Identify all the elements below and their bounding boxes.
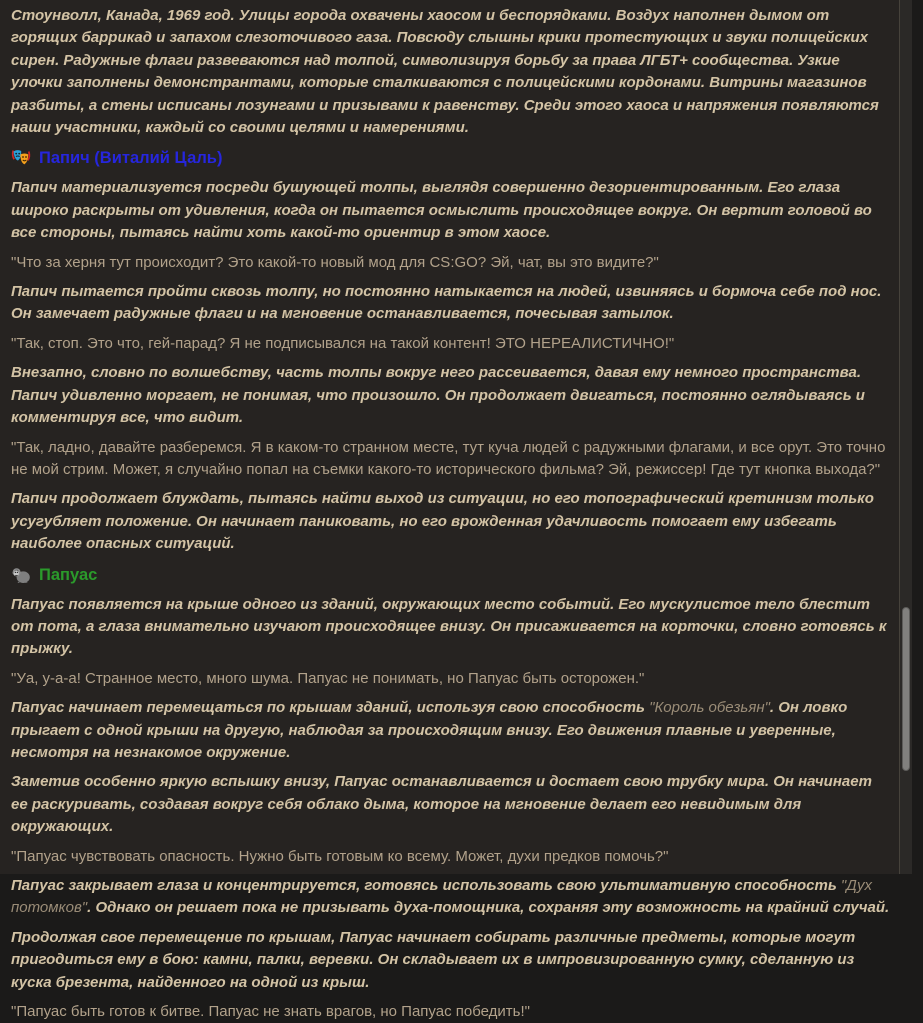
speech-paragraph: "Папуас быть готов к битве. Папуас не знать врагов, но Папуас победить!" [11,1003,530,1021]
scrollbar-thumb[interactable] [902,607,910,771]
speech-paragraph: "Так, ладно, давайте разберемся. Я в каком-то странном месте, тут куча людей с радужными флагами, и все орут. Это точно не мой стрим. Может, я случайно попал на съемки какого-то исторического фильма? Эй, режиссер! Где тут кнопка выхода?" [11,438,886,478]
narration-paragraph: Папуас появляется на крыше одного из зданий, окружающих место событий. Его мускулистое тело блестит от пота, а глаза внимательно изучают происходящее внизу. Он присаживается на корточки, словно готовясь к прыжку. [11,595,887,658]
quoted-ability-name: "Дух потомков" [11,877,872,917]
narration-paragraph: Продолжая свое перемещение по крышам, Папуас начинает собирать различные предметы, которые могут пригодиться ему в бою: камни, палки, веревки. Он складывает их в импровизированную сумку, сделанную из куска брезента, найденного на одной из крыш. [11,928,856,991]
narration-paragraph: Папич материализуется посреди бушующей толпы, выглядя совершенно дезориентированным. Его глаза широко раскрыты от удивления, когда он пытается осмыслить происходящее вокруг. Он вертит головой во все стороны, пытаясь найти хоть какой-то ориентир в этом хаосе. [11,179,872,242]
narration-paragraph: Заметив особенно яркую вспышку внизу, Папуас останавливается и достает свою трубку мира. Он начинает ее раскуривать, создавая вокруг себя облако дыма, которое на мгновение делает его невидимым для окружающих. [11,773,872,836]
speech-paragraph: "Что за херня тут происходит? Это какой-то новый мод для CS:GO? Эй, чат, вы это видите?" [11,253,659,271]
scrollbar-track[interactable] [899,0,912,874]
theater-masks-icon [11,148,31,168]
narration-text: . Он ловко прыгает с одной крыши на другую, наблюдая за происходящим внизу. Его движения плавные и уверенные, несмотря на незнакомое окружение. [11,699,848,761]
narration-paragraph: Внезапно, словно по волшебству, часть толпы вокруг него рассеивается, давая ему немного пространства. Папич удивленно моргает, не понимая, что произошло. Он продолжает двигаться, постоянно оглядываясь и комментируя все, что видит. [11,364,865,427]
speech-paragraph: "Так, стоп. Это что, гей-парад? Я не подписывался на такой контент! ЭТО НЕРЕАЛИСТИЧНО!" [11,334,675,352]
character-name: Папич (Виталий Цаль) [39,149,223,168]
character-name: Папуас [39,565,98,584]
gorilla-icon [11,565,31,585]
narration-paragraph: Папич продолжает блуждать, пытаясь найти выход из ситуации, но его топографический кретинизм только усугубляет положение. Он начинает паниковать, но его врожденная удачливость помогает ему избегать наиболее опасных ситуаций. [11,490,874,553]
narration-paragraph [11,697,890,764]
narration-paragraph: Папич пытается пройти сквозь толпу, но постоянно натыкается на людей, извиняясь и бормоча себе под нос. Он замечает радужные флаги и на мгновение останавливается, почесывая затылок. [11,283,882,323]
speech-paragraph: "Папуас чувствовать опасность. Нужно быть готовым ко всему. Может, духи предков помочь?" [11,847,669,865]
narration-paragraph [11,875,890,920]
quoted-ability-name: "Король обезьян" [649,699,770,717]
narration-text: . Однако он решает пока не призывать духа-помощника, сохраняя эту возможность на крайний случай. [87,899,890,917]
character-header [11,146,890,170]
narration-text: Папуас начинает перемещаться по крышам зданий, используя свою способность [11,699,650,717]
narration-text: Папуас закрывает глаза и концентрируется, готовясь использовать свою ультимативную способность [11,877,841,894]
character-header [11,563,890,587]
speech-paragraph: "Уа, у-а-а! Странное место, много шума. Папуас не понимать, но Папуас быть осторожен." [11,669,645,687]
narration-paragraph: Стоунволл, Канада, 1969 год. Улицы города охвачены хаосом и беспорядками. Воздух наполнен дымом от горящих баррикад и запахом слезоточивого газа. Повсюду слышны крики протестующих и звуки полицейских сирен. Радужные флаги развеваются над толпой, символизируя борьбу за права ЛГБТ+ сообщества. Узкие улочки заполнены демонстрантами, которые сталкиваются с полицейскими кордонами. Витрины магазинов разбиты, а стены исписаны лозунгами и призывами к равенству. Среди этого хаоса и напряжения появляются наши участники, каждый со своими целями и намерениями. [11,7,879,137]
